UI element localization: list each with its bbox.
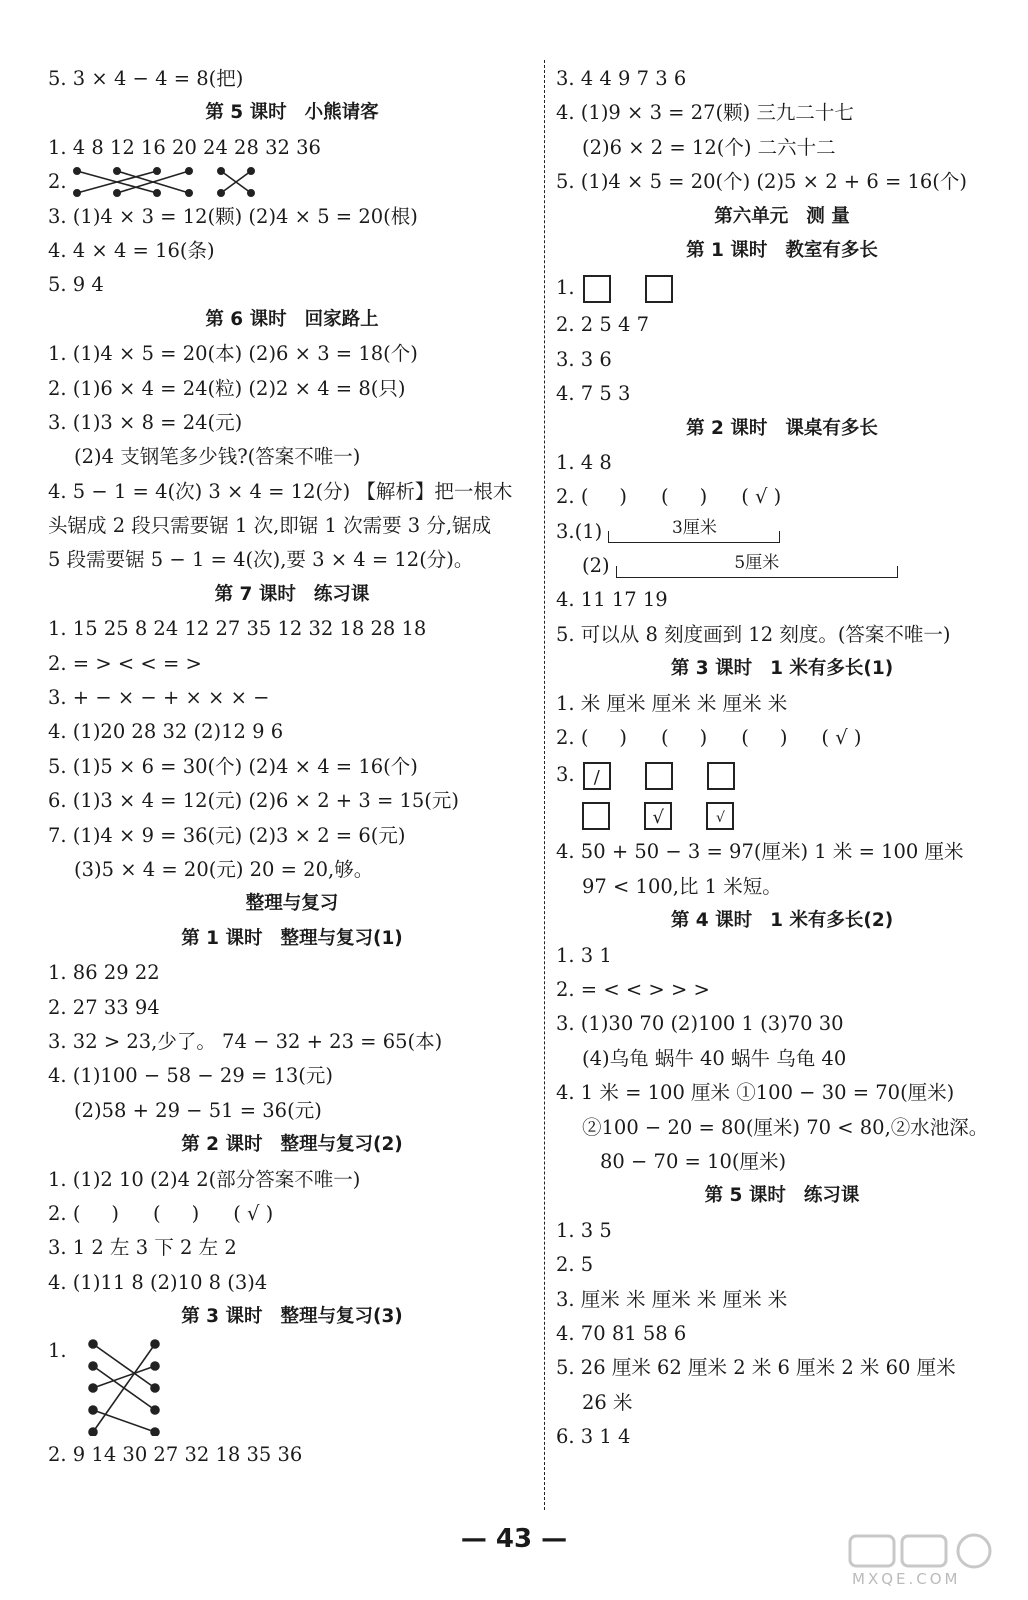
lesson-title: 小熊请客 xyxy=(304,102,379,124)
lesson-heading xyxy=(48,1128,536,1162)
choice-checked: ( √ ) xyxy=(233,1201,274,1225)
question-number: 3. xyxy=(556,763,575,787)
question-number: 1. xyxy=(556,276,575,300)
lesson-heading xyxy=(556,234,1008,268)
answer-line: 5 段需要锯 5 − 1 = 4(次),要 3 × 4 = 12(分)。 xyxy=(48,548,474,572)
lesson-number: 第 4 课时 xyxy=(670,910,753,932)
answer-line: 3. + − × − + × × × − xyxy=(48,686,270,710)
answer-line: 1. 86 29 22 xyxy=(48,961,160,985)
lesson-title: 1 米有多长(2) xyxy=(770,910,894,932)
lesson-number: 第 3 课时 xyxy=(670,658,753,680)
answer-line: 4. 4 × 4 = 16(条) xyxy=(48,238,215,262)
question-number: 2. xyxy=(48,170,67,194)
answer-line: 4. 70 81 58 6 xyxy=(556,1321,687,1345)
answer-line: 6. 3 1 4 xyxy=(556,1425,631,1449)
answer-line-segment xyxy=(556,515,1008,549)
choice-blank: ( ) xyxy=(580,485,628,509)
answer-line: 4. (1)11 8 (2)10 8 (3)4 xyxy=(48,1270,268,1294)
lesson-heading xyxy=(48,922,536,956)
answer-line-boxes xyxy=(556,755,1008,795)
choice-blank: ( ) xyxy=(580,726,628,750)
answer-line-segment xyxy=(556,549,1008,583)
choice-blank: ( ) xyxy=(72,1201,120,1225)
answer-line: 4. 7 5 3 xyxy=(556,382,631,406)
watermark-text: MXQE.COM xyxy=(852,1570,961,1588)
dot-matching-figure xyxy=(63,1336,163,1436)
answer-line-choices xyxy=(556,480,1008,514)
answer-line: 97 < 100,比 1 米短。 xyxy=(582,874,782,898)
answer-line: 4. 5 − 1 = 4(次) 3 × 4 = 12(分) 【解析】把一根木 xyxy=(48,479,513,503)
answer-line-matching xyxy=(48,165,536,199)
answer-line: 3. (1)30 70 (2)100 1 (3)70 30 xyxy=(556,1012,844,1036)
lesson-heading xyxy=(48,578,536,612)
choice-checked: ( √ ) xyxy=(741,485,782,509)
matching-lines-figure xyxy=(69,165,269,199)
answer-line: 3. 3 6 xyxy=(556,347,612,371)
check-mark: √ xyxy=(652,806,664,828)
slash-box: / xyxy=(583,762,611,790)
line-segment-3cm xyxy=(608,517,780,547)
answer-line: 3. 32 > 23,少了。 74 − 32 + 23 = 65(本) xyxy=(48,1029,443,1053)
lesson-title: 整理与复习(1) xyxy=(280,927,403,949)
answer-line: 1. (1)4 × 5 = 20(本) (2)6 × 3 = 18(个) xyxy=(48,342,418,366)
answer-line: 1. 米 厘米 厘米 米 厘米 米 xyxy=(556,691,788,715)
lesson-heading xyxy=(48,96,536,130)
answer-line: 4. 11 17 19 xyxy=(556,588,668,612)
sub-label: (1) xyxy=(574,519,603,543)
answer-line: (2)6 × 2 = 12(个) 二六十二 xyxy=(582,135,836,159)
answer-line: 4. (1)100 − 58 − 29 = 13(元) xyxy=(48,1064,334,1088)
column-divider xyxy=(544,60,545,1510)
check-mark: √ xyxy=(247,1201,260,1225)
choice-blank: ( ) xyxy=(741,726,788,750)
empty-box xyxy=(707,762,735,790)
answer-line: ②100 − 20 = 80(厘米) 70 < 80,②水池深。 xyxy=(582,1115,989,1139)
segment-length-label: 5厘米 xyxy=(734,552,780,573)
answer-line: 7. (1)4 × 9 = 36(元) (2)3 × 2 = 6(元) xyxy=(48,823,406,847)
answer-line-boxes xyxy=(556,795,1008,835)
watermark-logo xyxy=(842,1530,1012,1596)
answer-line: 2. 9 14 30 27 32 18 35 36 xyxy=(48,1443,303,1467)
answer-line: 5. 可以从 8 刻度画到 12 刻度。(答案不唯一) xyxy=(556,622,951,646)
empty-box xyxy=(645,275,673,303)
question-number: 2. xyxy=(48,1201,67,1225)
lesson-title: 回家路上 xyxy=(304,308,379,330)
answer-line: (2)58 + 29 − 51 = 36(元) xyxy=(74,1098,322,1122)
answer-line-boxes xyxy=(556,268,1008,308)
choice-blank: ( ) xyxy=(661,726,708,750)
left-column xyxy=(48,62,536,1473)
answer-line: 2. = > < < = > xyxy=(48,651,202,675)
question-number: 2. xyxy=(556,485,575,509)
checked-box xyxy=(644,802,672,830)
answer-line: 5. 3 × 4 − 4 = 8(把) xyxy=(48,67,244,90)
answer-line: (2)4 支钢笔多少钱?(答案不唯一) xyxy=(74,445,361,469)
lesson-title: 课桌有多长 xyxy=(785,417,878,439)
page-number: — 43 — xyxy=(460,1524,568,1554)
unit-title: 测 量 xyxy=(806,205,850,227)
lesson-heading xyxy=(48,303,536,337)
lesson-number: 第 6 课时 xyxy=(205,308,287,330)
answer-line: 3. 厘米 米 厘米 米 厘米 米 xyxy=(556,1287,788,1311)
answer-line: 1. 3 1 xyxy=(556,943,612,967)
answer-line: 5. (1)5 × 6 = 30(个) (2)4 × 4 = 16(个) xyxy=(48,754,418,778)
choice-checked: ( √ ) xyxy=(821,726,862,750)
unit-heading xyxy=(556,200,1008,234)
lesson-number: 第 5 课时 xyxy=(704,1185,786,1207)
line-segment-5cm xyxy=(616,552,898,582)
right-column xyxy=(556,62,1008,1454)
answer-line: 5. (1)4 × 5 = 20(个) (2)5 × 2 + 6 = 16(个) xyxy=(556,170,968,194)
answer-line: 4. (1)20 28 32 (2)12 9 6 xyxy=(48,720,284,744)
lesson-heading xyxy=(556,652,1008,686)
question-number: 1. xyxy=(48,1339,67,1363)
lesson-heading xyxy=(556,904,1008,938)
empty-box xyxy=(583,275,611,303)
lesson-title: 教室有多长 xyxy=(785,239,878,261)
answer-line: 6. (1)3 × 4 = 12(元) (2)6 × 2 + 3 = 15(元) xyxy=(48,789,460,813)
lesson-title: 练习课 xyxy=(803,1185,860,1207)
answer-line: 1. 4 8 12 16 20 24 28 32 36 xyxy=(48,135,321,159)
answer-line: 3. 4 4 9 7 3 6 xyxy=(556,67,687,90)
answer-line: 头锯成 2 段只需要锯 1 次,即锯 1 次需要 3 分,锯成 xyxy=(48,514,492,538)
unit-number: 第六单元 xyxy=(714,205,789,227)
lesson-heading xyxy=(48,1300,536,1334)
lesson-number: 第 2 课时 xyxy=(181,1134,263,1156)
empty-box xyxy=(645,762,673,790)
answer-line: 1. 3 5 xyxy=(556,1218,612,1242)
question-number: 2. xyxy=(556,726,575,750)
empty-box xyxy=(582,802,610,830)
answer-line: 3. (1)4 × 3 = 12(颗) (2)4 × 5 = 20(根) xyxy=(48,204,418,228)
answer-line: 2. 27 33 94 xyxy=(48,995,160,1019)
answer-line: 4. 50 + 50 − 3 = 97(厘米) 1 米 = 100 厘米 xyxy=(556,840,964,864)
answer-line-matching xyxy=(48,1334,536,1438)
answer-line: 1. 15 25 8 24 12 27 35 12 32 18 28 18 xyxy=(48,617,427,641)
answer-line: 5. 26 厘米 62 厘米 2 米 6 厘米 2 米 60 厘米 xyxy=(556,1356,956,1380)
answer-line: 2. 2 5 4 7 xyxy=(556,313,650,337)
answer-line: 2. (1)6 × 4 = 24(粒) (2)2 × 4 = 8(只) xyxy=(48,376,406,400)
check-mark: √ xyxy=(835,726,848,750)
choice-blank: ( ) xyxy=(153,1201,200,1225)
lesson-number: 第 1 课时 xyxy=(181,927,263,949)
answer-line: 4. (1)9 × 3 = 27(颗) 三九二十七 xyxy=(556,101,854,125)
answer-line: 3. 1 2 左 3 下 2 左 2 xyxy=(48,1236,237,1260)
lesson-number: 第 5 课时 xyxy=(205,102,287,124)
choice-blank: ( ) xyxy=(661,485,708,509)
answer-line: (4)乌龟 蜗牛 40 蜗牛 乌龟 40 xyxy=(582,1046,847,1070)
watermark-seal-icon xyxy=(842,1530,1012,1570)
sub-label: (2) xyxy=(582,554,610,578)
answer-line: 4. 1 米 = 100 厘米 ①100 − 30 = 70(厘米) xyxy=(556,1081,955,1105)
lesson-title: 整理与复习(3) xyxy=(280,1306,403,1328)
answer-line: 5. 9 4 xyxy=(48,273,104,297)
answer-line: 26 米 xyxy=(582,1390,633,1414)
lesson-number: 第 2 课时 xyxy=(686,417,768,439)
lesson-title: 1 米有多长(1) xyxy=(770,658,894,680)
lesson-title: 练习课 xyxy=(313,583,370,605)
lesson-title: 整理与复习(2) xyxy=(280,1134,403,1156)
answer-line: 2. = < < > > > xyxy=(556,977,710,1001)
answer-line: 3. (1)3 × 8 = 24(元) xyxy=(48,410,243,434)
answer-line: 1. 4 8 xyxy=(556,450,612,474)
lesson-number: 第 3 课时 xyxy=(181,1306,263,1328)
lesson-heading xyxy=(556,1179,1008,1213)
checked-box xyxy=(706,802,734,830)
section-heading: 整理与复习 xyxy=(245,893,339,915)
answer-line: 80 − 70 = 10(厘米) xyxy=(600,1149,787,1173)
question-number: 3. xyxy=(556,519,575,543)
lesson-number: 第 7 课时 xyxy=(214,583,296,605)
check-mark: √ xyxy=(755,485,768,509)
segment-length-label: 3厘米 xyxy=(672,518,717,539)
answer-line-choices xyxy=(556,721,1008,755)
answer-line-choices xyxy=(48,1197,536,1231)
lesson-heading xyxy=(556,412,1008,446)
answer-line: 1. (1)2 10 (2)4 2(部分答案不唯一) xyxy=(48,1167,361,1191)
answer-line: 2. 5 xyxy=(556,1253,594,1277)
answer-line: (3)5 × 4 = 20(元) 20 = 20,够。 xyxy=(74,857,374,881)
check-mark: √ xyxy=(715,809,725,826)
lesson-number: 第 1 课时 xyxy=(686,239,768,261)
